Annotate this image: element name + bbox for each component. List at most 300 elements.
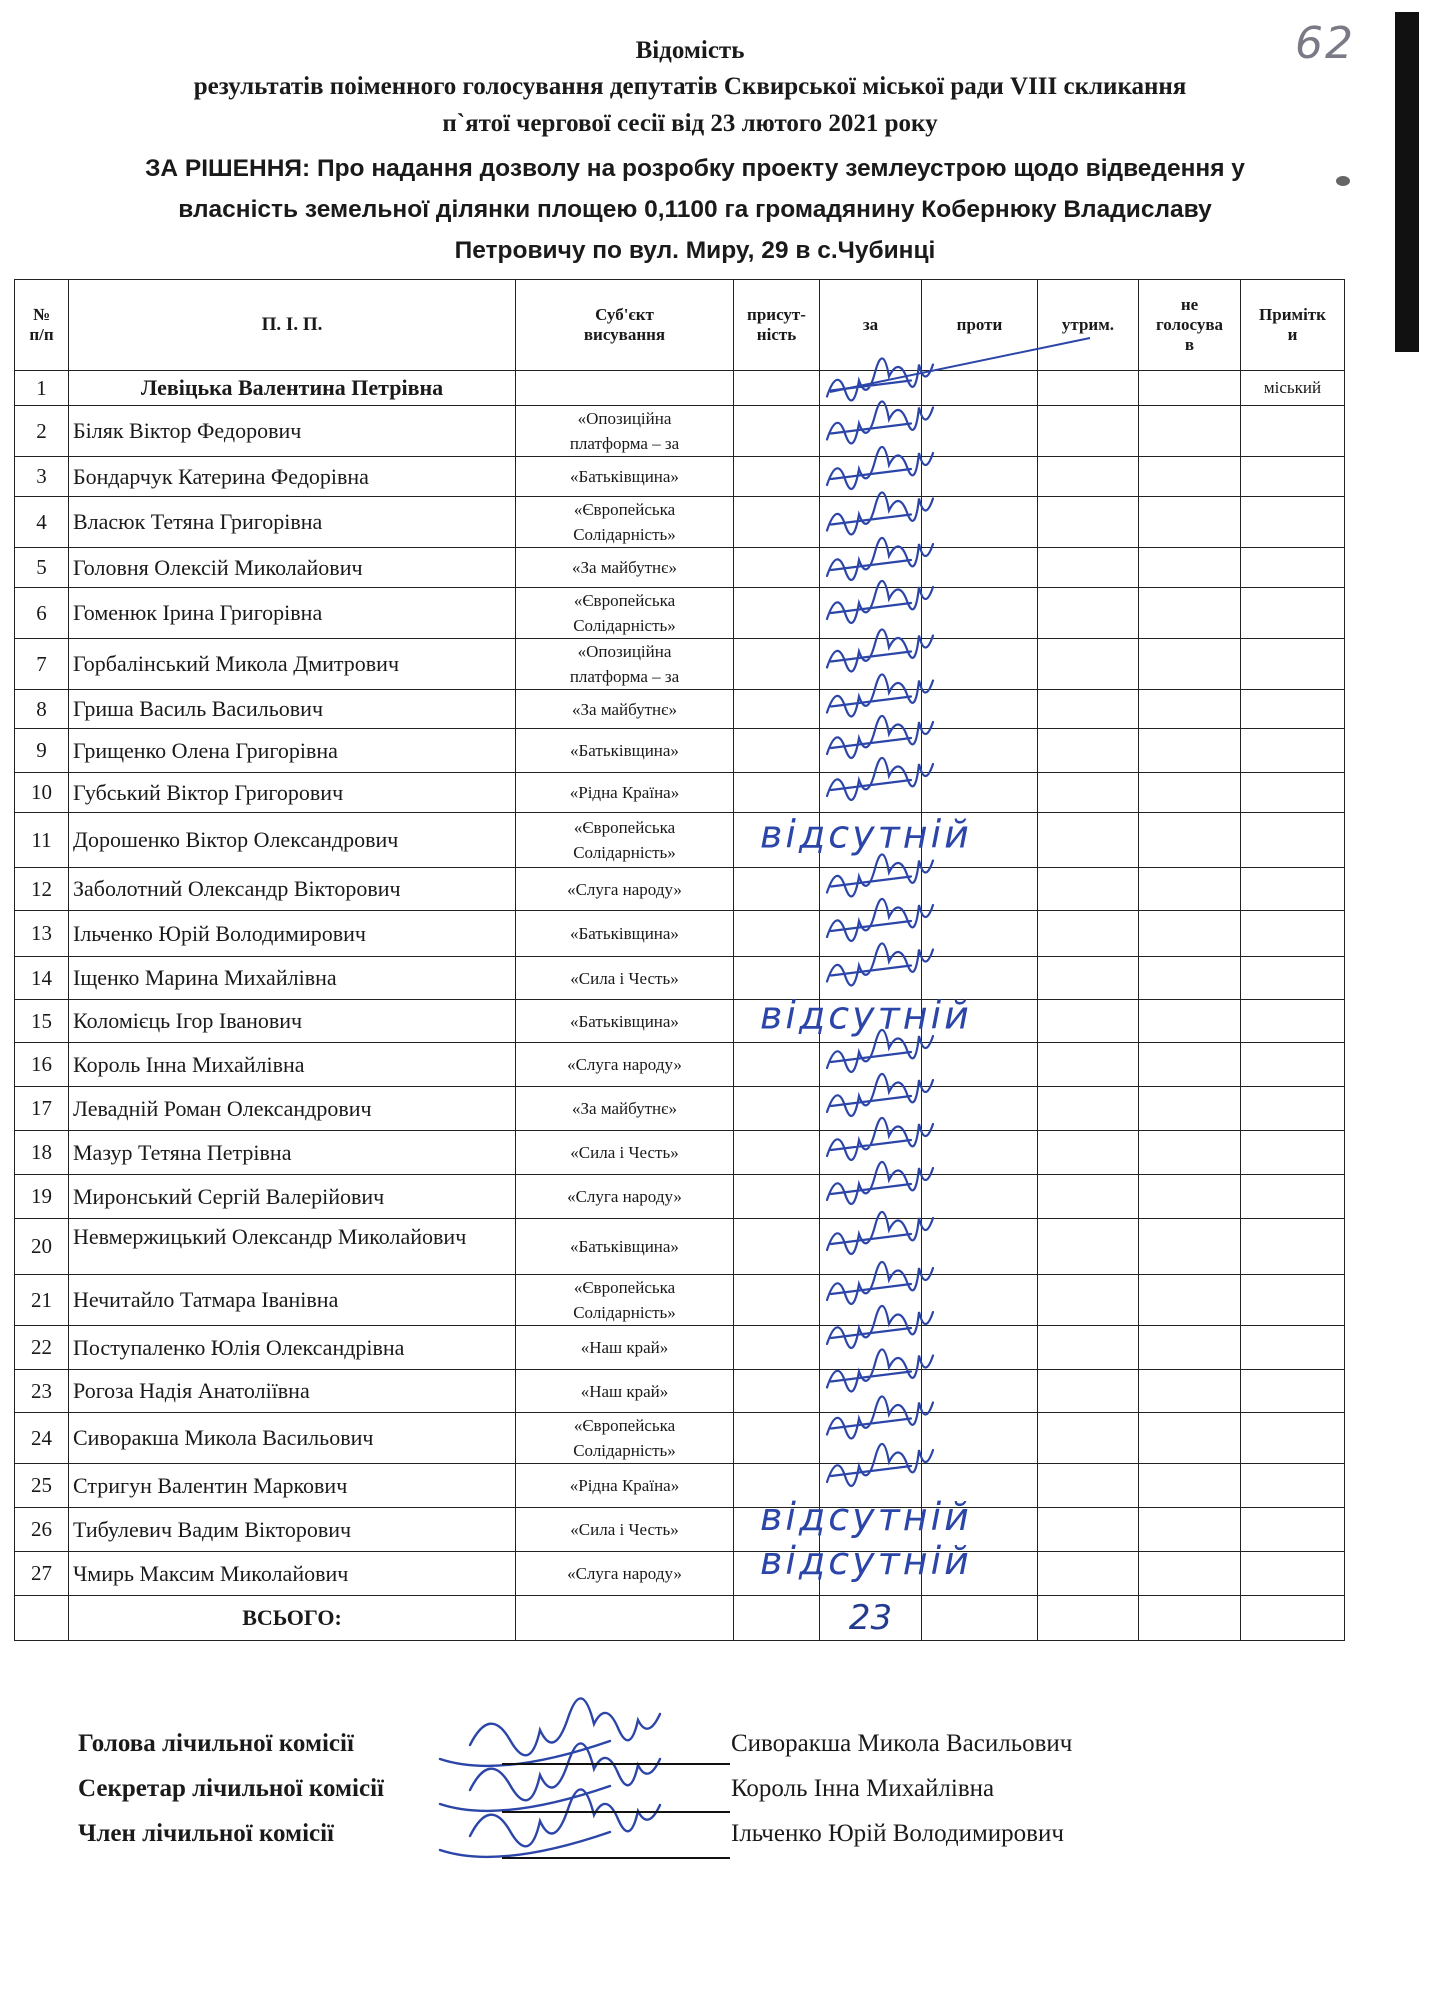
row-against xyxy=(922,813,1038,868)
row-not-voted xyxy=(1139,1043,1241,1087)
row-not-voted xyxy=(1139,1087,1241,1131)
row-for xyxy=(820,588,922,639)
row-for xyxy=(820,957,922,1000)
row-for xyxy=(820,1000,922,1043)
row-party xyxy=(516,690,734,729)
row-against xyxy=(922,371,1038,406)
total-cell-party xyxy=(516,1596,734,1641)
table-row xyxy=(15,371,1345,406)
row-presence xyxy=(734,1219,820,1275)
row-note xyxy=(1241,868,1345,911)
row-name: Гоменюк Ірина Григорівна xyxy=(69,588,516,639)
row-for xyxy=(820,911,922,957)
party-line-1: «Слуга народу» xyxy=(567,1187,682,1206)
party-line-1: «Європейська xyxy=(573,1416,676,1435)
row-not-voted xyxy=(1139,1413,1241,1464)
row-name: Рогоза Надія Анатоліївна xyxy=(69,1370,516,1413)
row-against xyxy=(922,497,1038,548)
row-presence xyxy=(734,1000,820,1043)
row-presence xyxy=(734,1087,820,1131)
row-note xyxy=(1241,729,1345,773)
row-abstain xyxy=(1038,457,1139,497)
commission-member-name: Ільченко Юрій Володимирович xyxy=(731,1820,1064,1847)
row-abstain xyxy=(1038,729,1139,773)
row-for xyxy=(820,1370,922,1413)
row-party xyxy=(516,729,734,773)
row-for xyxy=(820,1087,922,1131)
commission-member-sign-line xyxy=(502,1857,730,1859)
row-number: 22 xyxy=(15,1326,69,1370)
row-abstain xyxy=(1038,1175,1139,1219)
row-party xyxy=(516,1000,734,1043)
table-row xyxy=(15,1000,1345,1043)
row-party xyxy=(516,813,734,868)
row-name: Тибулевич Вадим Вікторович xyxy=(69,1508,516,1552)
row-against xyxy=(922,406,1038,457)
row-note: міський xyxy=(1241,371,1345,406)
commission-chair-role: Голова лічильної комісії xyxy=(78,1730,354,1757)
row-against xyxy=(922,1552,1038,1596)
row-not-voted xyxy=(1139,406,1241,457)
commission-secretary-name: Король Інна Михайлівна xyxy=(731,1775,995,1802)
party-line-1: «Наш край» xyxy=(580,1338,669,1357)
row-name: Гриша Василь Васильович xyxy=(69,690,516,729)
row-abstain xyxy=(1038,406,1139,457)
vote-table-body xyxy=(15,371,1345,1596)
row-note xyxy=(1241,957,1345,1000)
table-row xyxy=(15,957,1345,1000)
table-row xyxy=(15,773,1345,813)
row-for xyxy=(820,1326,922,1370)
row-note xyxy=(1241,548,1345,588)
row-note xyxy=(1241,497,1345,548)
row-not-voted xyxy=(1139,1000,1241,1043)
row-abstain xyxy=(1038,1275,1139,1326)
row-note xyxy=(1241,1131,1345,1175)
table-row xyxy=(15,1131,1345,1175)
party-line-2: Солідарність» xyxy=(573,525,676,544)
row-name: Ільченко Юрій Володимирович xyxy=(69,911,516,957)
row-for xyxy=(820,813,922,868)
row-for xyxy=(820,1464,922,1508)
party-line-1: «Європейська xyxy=(573,591,676,610)
col-presence: присут- ність xyxy=(734,280,820,371)
row-abstain xyxy=(1038,1552,1139,1596)
party-line-2: платформа – за xyxy=(569,667,680,686)
party-line-1: «Сила і Честь» xyxy=(570,1143,679,1162)
row-party xyxy=(516,1087,734,1131)
document-subtitle-1: результатів поіменного голосування депутатів Сквирської міської ради VIII скликання xyxy=(193,73,1187,100)
row-note xyxy=(1241,1326,1345,1370)
table-row xyxy=(15,813,1345,868)
row-abstain xyxy=(1038,1464,1139,1508)
row-presence xyxy=(734,1508,820,1552)
party-line-1: «Слуга народу» xyxy=(567,879,682,899)
row-party xyxy=(516,497,734,548)
row-not-voted xyxy=(1139,371,1241,406)
row-number: 11 xyxy=(15,813,69,868)
party-line-2: Солідарність» xyxy=(573,843,676,862)
absent-mark: відсутній xyxy=(760,993,972,1038)
col-for: за xyxy=(820,280,922,371)
document-title: Відомість xyxy=(635,37,745,64)
row-not-voted xyxy=(1139,497,1241,548)
row-against xyxy=(922,1275,1038,1326)
row-for xyxy=(820,1219,922,1275)
row-note xyxy=(1241,406,1345,457)
table-row xyxy=(15,1043,1345,1087)
row-name: Левадній Роман Олександрович xyxy=(69,1087,516,1131)
decision-line-2: власність земельної ділянки площею 0,1100 га громадянину Кобернюку Владиславу xyxy=(178,196,1212,223)
row-presence xyxy=(734,773,820,813)
row-number: 24 xyxy=(15,1413,69,1464)
row-not-voted xyxy=(1139,957,1241,1000)
row-presence xyxy=(734,1131,820,1175)
table-row xyxy=(15,1370,1345,1413)
row-name: Біляк Віктор Федорович xyxy=(69,406,516,457)
row-abstain xyxy=(1038,813,1139,868)
row-number: 10 xyxy=(15,773,69,813)
absent-mark: відсутній xyxy=(760,812,972,857)
row-for xyxy=(820,457,922,497)
party-line-2: платформа – за xyxy=(569,434,680,453)
table-row xyxy=(15,639,1345,690)
row-against xyxy=(922,1219,1038,1275)
row-name: Левіцька Валентина Петрівна xyxy=(69,371,516,406)
row-number: 25 xyxy=(15,1464,69,1508)
row-presence xyxy=(734,548,820,588)
row-number: 23 xyxy=(15,1370,69,1413)
row-number: 13 xyxy=(15,911,69,957)
row-party xyxy=(516,911,734,957)
row-against xyxy=(922,1464,1038,1508)
col-not-voted: не голосува в xyxy=(1139,280,1241,371)
row-name: Губський Віктор Григорович xyxy=(69,773,516,813)
col-name: П. І. П. xyxy=(69,280,516,371)
row-against xyxy=(922,773,1038,813)
decision-text xyxy=(60,148,1330,271)
row-for xyxy=(820,1275,922,1326)
party-line-1: «Європейська xyxy=(573,818,676,837)
row-not-voted xyxy=(1139,729,1241,773)
row-not-voted xyxy=(1139,773,1241,813)
table-row xyxy=(15,1175,1345,1219)
row-for xyxy=(820,548,922,588)
row-name: Чмирь Максим Миколайович xyxy=(69,1552,516,1596)
row-against xyxy=(922,1087,1038,1131)
row-for xyxy=(820,690,922,729)
row-number: 14 xyxy=(15,957,69,1000)
row-abstain xyxy=(1038,773,1139,813)
col-against: проти xyxy=(922,280,1038,371)
row-note xyxy=(1241,690,1345,729)
table-row xyxy=(15,1326,1345,1370)
row-number: 7 xyxy=(15,639,69,690)
row-presence xyxy=(734,1464,820,1508)
row-party xyxy=(516,1131,734,1175)
row-presence xyxy=(734,911,820,957)
col-number: № п/п xyxy=(15,280,69,371)
party-line-1: «Батьківщина» xyxy=(570,1237,679,1256)
row-party xyxy=(516,406,734,457)
row-abstain xyxy=(1038,911,1139,957)
row-presence xyxy=(734,1043,820,1087)
row-party xyxy=(516,1370,734,1413)
row-for xyxy=(820,1175,922,1219)
row-not-voted xyxy=(1139,911,1241,957)
row-for xyxy=(820,371,922,406)
row-presence xyxy=(734,1326,820,1370)
row-name: Невмержицький Олександр Миколайович xyxy=(69,1219,516,1275)
total-cell-not-voted xyxy=(1139,1596,1241,1641)
row-against xyxy=(922,457,1038,497)
row-presence xyxy=(734,371,820,406)
table-row xyxy=(15,729,1345,773)
row-abstain xyxy=(1038,1413,1139,1464)
row-against xyxy=(922,1413,1038,1464)
table-row xyxy=(15,1087,1345,1131)
row-party xyxy=(516,1508,734,1552)
row-abstain xyxy=(1038,497,1139,548)
table-row xyxy=(15,1508,1345,1552)
party-line-1: «Сила і Честь» xyxy=(570,968,679,988)
scan-edge-mark xyxy=(1395,12,1419,352)
party-line-1: «Слуга народу» xyxy=(567,1564,682,1583)
row-number: 3 xyxy=(15,457,69,497)
row-name: Бондарчук Катерина Федорівна xyxy=(69,457,516,497)
row-note xyxy=(1241,1043,1345,1087)
party-line-1: «Європейська xyxy=(573,1278,676,1297)
row-abstain xyxy=(1038,1043,1139,1087)
row-name: Король Інна Михайлівна xyxy=(69,1043,516,1087)
row-party xyxy=(516,1552,734,1596)
row-not-voted xyxy=(1139,548,1241,588)
party-line-1: «Рідна Країна» xyxy=(569,1476,680,1495)
row-party xyxy=(516,773,734,813)
row-name: Коломієць Ігор Іванович xyxy=(69,1000,516,1043)
row-presence xyxy=(734,497,820,548)
row-abstain xyxy=(1038,588,1139,639)
total-row xyxy=(15,1596,1345,1641)
table-header-row xyxy=(15,280,1345,371)
row-presence xyxy=(734,588,820,639)
row-number: 5 xyxy=(15,548,69,588)
row-name: Мазур Тетяна Петрівна xyxy=(69,1131,516,1175)
row-number: 17 xyxy=(15,1087,69,1131)
party-line-1: «Опозиційна xyxy=(577,642,672,661)
row-abstain xyxy=(1038,1326,1139,1370)
row-number: 21 xyxy=(15,1275,69,1326)
row-presence xyxy=(734,639,820,690)
row-against xyxy=(922,1370,1038,1413)
absent-mark: відсутній xyxy=(760,1539,972,1583)
row-not-voted xyxy=(1139,1275,1241,1326)
total-for: 23 xyxy=(820,1596,922,1641)
row-not-voted xyxy=(1139,1464,1241,1508)
table-row xyxy=(15,868,1345,911)
row-number: 6 xyxy=(15,588,69,639)
row-not-voted xyxy=(1139,588,1241,639)
table-row xyxy=(15,911,1345,957)
row-party xyxy=(516,1175,734,1219)
row-presence xyxy=(734,813,820,868)
row-number: 2 xyxy=(15,406,69,457)
row-not-voted xyxy=(1139,1175,1241,1219)
total-cell-presence xyxy=(734,1596,820,1641)
row-note xyxy=(1241,1175,1345,1219)
row-not-voted xyxy=(1139,1326,1241,1370)
party-line-1: «Батьківщина» xyxy=(570,741,679,760)
commission-chair-sign-line xyxy=(502,1763,730,1765)
row-note xyxy=(1241,1219,1345,1275)
party-line-1: «Батьківщина» xyxy=(570,467,679,486)
row-not-voted xyxy=(1139,813,1241,868)
row-number: 26 xyxy=(15,1508,69,1552)
row-for xyxy=(820,773,922,813)
row-for xyxy=(820,497,922,548)
row-against xyxy=(922,690,1038,729)
decision-line-1: ЗА РІШЕННЯ: Про надання дозволу на розробку проекту землеустрою щодо відведення у xyxy=(145,155,1245,182)
row-presence xyxy=(734,957,820,1000)
total-cell-abstain xyxy=(1038,1596,1139,1641)
row-presence xyxy=(734,1370,820,1413)
row-party xyxy=(516,1326,734,1370)
row-number: 18 xyxy=(15,1131,69,1175)
row-abstain xyxy=(1038,1000,1139,1043)
party-line-2: Солідарність» xyxy=(573,1441,676,1460)
row-for xyxy=(820,1508,922,1552)
table-row xyxy=(15,497,1345,548)
row-note xyxy=(1241,1552,1345,1596)
table-row xyxy=(15,1219,1345,1275)
row-party xyxy=(516,1413,734,1464)
table-row xyxy=(15,1552,1345,1596)
row-party xyxy=(516,1275,734,1326)
row-note xyxy=(1241,1000,1345,1043)
row-number: 20 xyxy=(15,1219,69,1275)
row-for xyxy=(820,1552,922,1596)
row-number: 8 xyxy=(15,690,69,729)
row-note xyxy=(1241,1464,1345,1508)
row-name: Власюк Тетяна Григорівна xyxy=(69,497,516,548)
row-name: Нечитайло Татмара Іванівна xyxy=(69,1275,516,1326)
page-number: 62 xyxy=(1295,18,1355,69)
row-name: Горбалінський Микола Дмитрович xyxy=(69,639,516,690)
row-party xyxy=(516,1219,734,1275)
row-against xyxy=(922,729,1038,773)
row-against xyxy=(922,1508,1038,1552)
row-against xyxy=(922,639,1038,690)
total-cell-notes xyxy=(1241,1596,1345,1641)
row-note xyxy=(1241,1508,1345,1552)
row-name: Іщенко Марина Михайлівна xyxy=(69,957,516,1000)
row-not-voted xyxy=(1139,1131,1241,1175)
row-number: 16 xyxy=(15,1043,69,1087)
row-party xyxy=(516,639,734,690)
row-name: Заболотний Олександр Вікторович xyxy=(69,868,516,911)
row-against xyxy=(922,1131,1038,1175)
row-party xyxy=(516,1464,734,1508)
row-for xyxy=(820,868,922,911)
row-abstain xyxy=(1038,1087,1139,1131)
absent-mark: відсутній xyxy=(760,1495,972,1539)
row-name: Головня Олексій Миколайович xyxy=(69,548,516,588)
table-row xyxy=(15,457,1345,497)
row-against xyxy=(922,911,1038,957)
total-label: ВСЬОГО: xyxy=(69,1596,516,1641)
row-not-voted xyxy=(1139,1219,1241,1275)
row-name: Поступаленко Юлія Олександрівна xyxy=(69,1326,516,1370)
commission-member-role: Член лічильної комісії xyxy=(78,1820,335,1847)
row-for xyxy=(820,1413,922,1464)
row-presence xyxy=(734,729,820,773)
party-line-2: Солідарність» xyxy=(573,1303,676,1322)
row-against xyxy=(922,868,1038,911)
row-note xyxy=(1241,1275,1345,1326)
row-note xyxy=(1241,588,1345,639)
row-abstain xyxy=(1038,639,1139,690)
row-party xyxy=(516,1043,734,1087)
row-not-voted xyxy=(1139,1370,1241,1413)
row-for xyxy=(820,1043,922,1087)
table-row xyxy=(15,1275,1345,1326)
row-against xyxy=(922,1326,1038,1370)
row-against xyxy=(922,1000,1038,1043)
row-number: 1 xyxy=(15,371,69,406)
row-against xyxy=(922,588,1038,639)
row-abstain xyxy=(1038,1219,1139,1275)
row-number: 4 xyxy=(15,497,69,548)
party-line-1: «Рідна Країна» xyxy=(569,783,680,802)
row-party xyxy=(516,957,734,1000)
party-line-1: «Батьківщина» xyxy=(570,1011,679,1031)
row-presence xyxy=(734,1552,820,1596)
row-note xyxy=(1241,911,1345,957)
decision-line-3: Петровичу по вул. Миру, 29 в с.Чубинці xyxy=(454,237,936,264)
table-row xyxy=(15,1464,1345,1508)
total-cell-num xyxy=(15,1596,69,1641)
table-row xyxy=(15,588,1345,639)
party-line-1: «За майбутнє» xyxy=(572,558,677,577)
party-line-1: «Слуга народу» xyxy=(567,1055,682,1074)
row-number: 27 xyxy=(15,1552,69,1596)
row-presence xyxy=(734,868,820,911)
row-note xyxy=(1241,813,1345,868)
row-note xyxy=(1241,1413,1345,1464)
row-abstain xyxy=(1038,1131,1139,1175)
row-number: 15 xyxy=(15,1000,69,1043)
row-note xyxy=(1241,773,1345,813)
party-line-1: «Сила і Честь» xyxy=(570,1520,679,1539)
row-party xyxy=(516,868,734,911)
col-party: Суб'єкт висування xyxy=(516,280,734,371)
party-line-1: «За майбутнє» xyxy=(572,1099,677,1118)
table-row xyxy=(15,690,1345,729)
document-subtitle-2: п`ятої чергової сесії від 23 лютого 2021 року xyxy=(442,110,938,137)
total-cell-against xyxy=(922,1596,1038,1641)
row-against xyxy=(922,1175,1038,1219)
col-abstain: утрим. xyxy=(1038,280,1139,371)
vote-table xyxy=(14,279,1345,1641)
row-abstain xyxy=(1038,1508,1139,1552)
row-not-voted xyxy=(1139,868,1241,911)
row-party xyxy=(516,548,734,588)
row-presence xyxy=(734,1175,820,1219)
row-against xyxy=(922,548,1038,588)
row-presence xyxy=(734,690,820,729)
row-party xyxy=(516,457,734,497)
col-notes: Примітк и xyxy=(1241,280,1345,371)
